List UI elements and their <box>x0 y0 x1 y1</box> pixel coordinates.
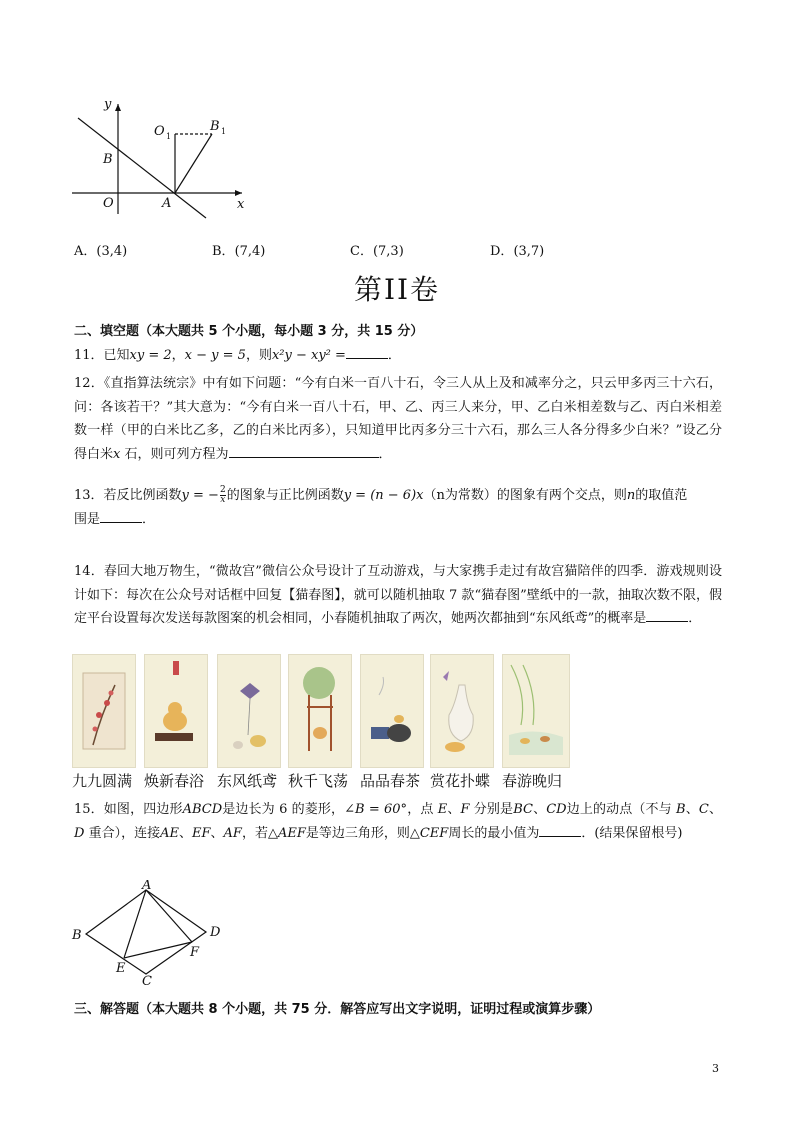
question-13: 13．若反比例函数y = − $\frac{2}{x}$ 的图象与正比例函数y = (n − 6)x（n为常数）的图象有两个交点，则n的取值范 围是 ． <box>74 485 688 527</box>
volume-title: 第II卷 <box>353 273 441 306</box>
rhombus-figure <box>66 880 236 990</box>
page-number: 3 <box>712 1062 719 1075</box>
segment-af <box>146 890 192 942</box>
wallpaper-3 <box>217 654 281 768</box>
label-o1: O <box>154 124 165 139</box>
wallpaper-5 <box>360 654 424 768</box>
wallpaper-label-5: 品品春茶 <box>360 772 421 790</box>
wallpaper-7 <box>502 654 570 768</box>
label-b: B <box>103 152 113 167</box>
answer-blank-14[interactable] <box>646 607 688 622</box>
label-e2: E <box>116 961 126 976</box>
label-o: O <box>103 196 114 211</box>
label-x: x <box>237 197 245 212</box>
question-14: 14．春回大地万物生，“微故宫”微信公众号设计了互动游戏，与大家携手走过有故宫猫陪伴的四季．游戏规则设计如下：每次在公众号对话框中回复【猫春图】，就可以随机抽取 7 款“猫春图”壁纸中的一款，抽取次数不限，假定平台设置每次发送每款图案的机会相同，小春随机抽取了两次，她两次都抽到“东风纸鸢”的概率是 ． <box>74 564 722 626</box>
wallpaper-label-1: 九九圆满 <box>72 772 133 790</box>
wallpaper-label-3: 东风纸鸢 <box>217 772 278 790</box>
label-b1: B <box>210 119 220 134</box>
y-axis-arrow <box>115 104 121 111</box>
wallpaper-2 <box>144 654 208 768</box>
answer-blank-12[interactable] <box>229 443 379 458</box>
question-12: 12．《直指算法统宗》中有如下问题：“今有白米一百八十石，令三人从上及和减率分之，只云甲多丙三十六石，问：各该若干？”其大意为：“今有白米一百八十石，甲、乙、丙三人来分，甲、乙白米相差数与乙、丙白米相差数一样（甲的白米比乙多，乙的白米比丙多），只知道甲比丙多分三十六石，那么三人各分得多少白米？”设乙分得白米x 石，则可列方程为 ． <box>74 376 722 462</box>
section2-heading: 二、填空题（本大题共 5 个小题，每小题 3 分，共 15 分） <box>74 324 424 339</box>
answer-blank-11[interactable] <box>346 344 388 359</box>
answer-options <box>74 240 714 260</box>
coordinate-figure <box>66 90 256 220</box>
wallpaper-labels <box>72 770 592 792</box>
wallpaper-label-6: 赏花扑蝶 <box>430 772 491 790</box>
label-a2: A <box>142 880 152 893</box>
question-11: 11．已知xy = 2，x − y = 5，则x²y − xy² = ． <box>74 344 722 368</box>
segment-ae <box>124 890 146 958</box>
option-c: C．(7,3) <box>350 244 404 259</box>
question-15: 15．如图，四边形ABCD是边长为 6 的菱形，∠B = 60°，点 E、F 分别是BC、CD边上的动点（不与 B、C、D 重合），连接AE、EF、AF，若△AEF是等边三角形，则△CEF周长的最小值为 ．(结果保留根号) <box>74 802 722 841</box>
segment-ef <box>124 942 192 958</box>
fraction-2-over-x: $\frac{2}{x}$ <box>219 485 226 505</box>
label-f2: F <box>190 945 200 960</box>
label-a: A <box>162 196 172 211</box>
label-o1-sub: 1 <box>166 132 172 141</box>
option-b: B．(7,4) <box>212 244 266 259</box>
label-c2: C <box>142 974 152 989</box>
wallpaper-6 <box>430 654 494 768</box>
wallpaper-gallery <box>72 654 572 769</box>
label-b2: B <box>72 928 82 943</box>
label-d2: D <box>210 925 221 940</box>
wallpaper-label-2: 焕新春浴 <box>144 772 205 790</box>
option-d: D．(3,7) <box>490 244 545 259</box>
label-b1-sub: 1 <box>221 127 227 136</box>
wallpaper-label-7: 春游晚归 <box>502 772 563 790</box>
x-axis-arrow <box>235 190 242 196</box>
rhombus-abcd <box>86 890 206 974</box>
answer-blank-15[interactable] <box>539 822 581 837</box>
label-y: y <box>104 97 112 112</box>
option-a: A．(3,4) <box>74 244 128 259</box>
answer-blank-13[interactable] <box>100 508 142 523</box>
wallpaper-4 <box>288 654 352 768</box>
wallpaper-1 <box>72 654 136 768</box>
segment-a-b1 <box>175 134 212 193</box>
line-ab <box>78 118 206 218</box>
wallpaper-label-4: 秋千飞荡 <box>288 772 349 790</box>
section3-heading: 三、解答题（本大题共 8 个小题，共 75 分．解答应写出文字说明，证明过程或演算步骤） <box>74 1002 601 1017</box>
